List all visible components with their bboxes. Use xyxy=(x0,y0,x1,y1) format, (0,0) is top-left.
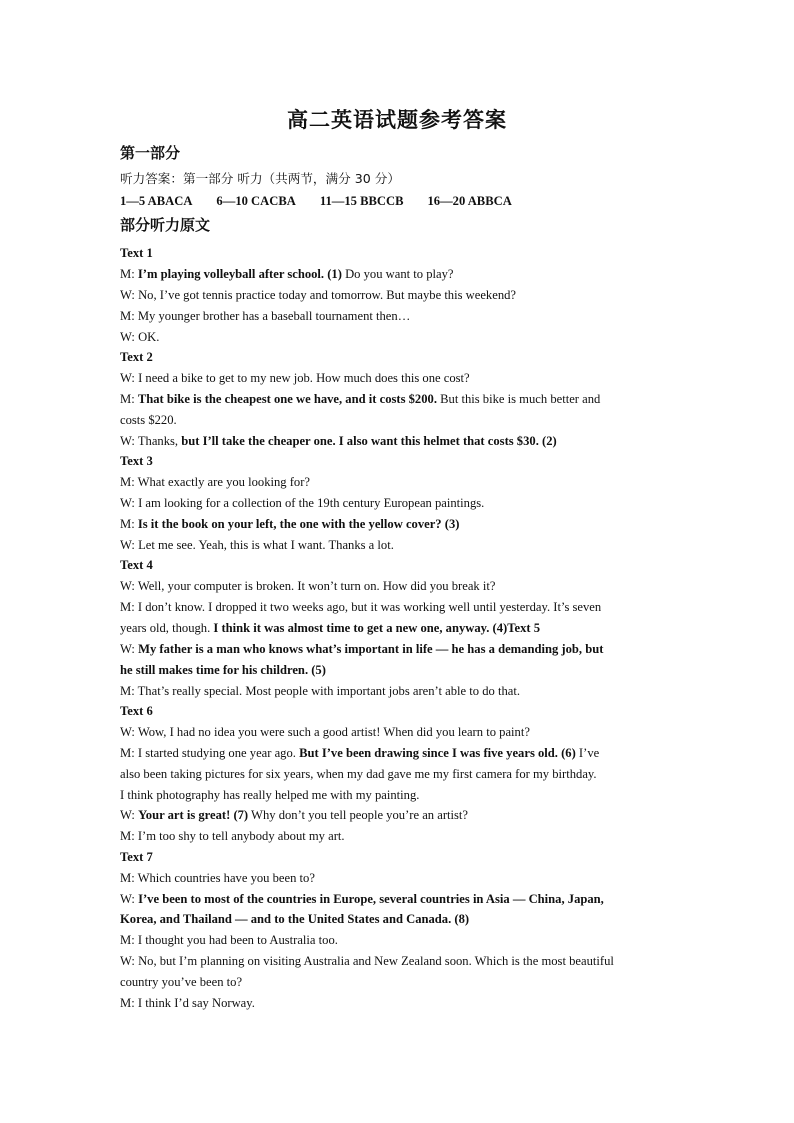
text-label: Text 2 xyxy=(120,350,153,364)
dialogue-line: M: Is it the book on your left, the one with the yellow cover? (3) xyxy=(120,517,460,531)
dialogue-line: M: That bike is the cheapest one we have, and it costs $200. But this bike is much better and xyxy=(120,392,601,406)
dialogue-line: W: I need a bike to get to my new job. How much does this one cost? xyxy=(120,371,470,385)
answer-group: 1—5 ABACA xyxy=(120,194,193,208)
dialogue-line: costs $220. xyxy=(120,413,177,427)
answer-group: 16—20 ABBCA xyxy=(427,194,512,208)
dialogue-line: also been taking pictures for six years, when my dad gave me my first camera for my birthday. xyxy=(120,767,597,781)
answer-highlight: I’ve been to most of the countries in Europe, several countries in Asia — China, Japan, xyxy=(138,892,604,906)
dialogue-line: he still makes time for his children. (5) xyxy=(120,663,326,677)
section-heading-transcript: 部分听力原文 xyxy=(120,216,211,234)
dialogue-line: W: I am looking for a collection of the 19th century European paintings. xyxy=(120,496,485,510)
listening-answers-heading: 听力答案：第一部分 听力（共两节，满分 30 分） xyxy=(120,171,400,186)
dialogue-line: W: OK. xyxy=(120,330,160,344)
dialogue-line: M: I think I’d say Norway. xyxy=(120,996,255,1010)
dialogue-line: W: My father is a man who knows what’s important in life — he has a demanding job, but xyxy=(120,642,604,656)
answer-highlight: That bike is the cheapest one we have, and it costs $200. xyxy=(137,392,437,406)
dialogue-line: M: What exactly are you looking for? xyxy=(120,475,311,489)
page-title: 高二英语试题参考答案 xyxy=(287,107,507,132)
answer-group: 11—15 BBCCB xyxy=(319,194,404,208)
dialogue-line: M: I started studying one year ago. But I’ve been drawing since I was five years old. (6) I’ve xyxy=(120,746,600,760)
dialogue-line: Korea, and Thailand — and to the United States and Canada. (8) xyxy=(120,912,470,926)
answer-highlight: Your art is great! (7) xyxy=(138,808,249,822)
dialogue-line: I think photography has really helped me with my painting. xyxy=(120,788,420,802)
dialogue-line: M: I don’t know. I dropped it two weeks ago, but it was working well until yesterday. It’s seven xyxy=(120,600,602,614)
dialogue-line: W: Your art is great! (7) Why don’t you tell people you’re an artist? xyxy=(120,808,469,822)
answer-highlight: My father is a man who knows what’s important in life — he has a demanding job, but xyxy=(138,642,604,656)
text-label: Text 3 xyxy=(120,454,153,468)
dialogue-line: M: That’s really special. Most people with important jobs aren’t able to do that. xyxy=(120,684,521,698)
dialogue-line: country you’ve been to? xyxy=(120,975,243,989)
answer-highlight: but I’ll take the cheaper one. I also want this helmet that costs $30. (2) xyxy=(181,434,557,448)
answer-highlight: I’m playing volleyball after school. (1) xyxy=(137,267,342,281)
text-label: Text 1 xyxy=(120,246,153,260)
dialogue-line: W: No, but I’m planning on visiting Australia and New Zealand soon. Which is the most beautiful xyxy=(120,954,614,968)
dialogue-line: W: Well, your computer is broken. It won’t turn on. How did you break it? xyxy=(120,579,496,593)
dialogue-line: years old, though. I think it was almost time to get a new one, anyway. (4)Text 5 xyxy=(120,621,541,635)
dialogue-line: M: Which countries have you been to? xyxy=(120,871,315,885)
answer-highlight: But I’ve been drawing since I was five years old. (6) xyxy=(299,746,576,760)
answer-highlight: Is it the book on your left, the one with the yellow cover? (3) xyxy=(137,517,460,531)
dialogue-line: M: My younger brother has a baseball tournament then… xyxy=(120,309,411,323)
dialogue-line: W: I’ve been to most of the countries in Europe, several countries in Asia — China, Japan, xyxy=(120,892,604,906)
text-label: Text 7 xyxy=(120,850,153,864)
dialogue-line: W: No, I’ve got tennis practice today and tomorrow. But maybe this weekend? xyxy=(120,288,517,302)
dialogue-line: W: Thanks, but I’ll take the cheaper one. I also want this helmet that costs $30. (2) xyxy=(120,434,557,448)
dialogue-line: W: Wow, I had no idea you were such a good artist! When did you learn to paint? xyxy=(120,725,530,739)
answer-row xyxy=(120,192,660,210)
dialogue-line: W: Let me see. Yeah, this is what I want. Thanks a lot. xyxy=(120,538,394,552)
dialogue-line: M: I’m too shy to tell anybody about my art. xyxy=(120,829,345,843)
answer-highlight: I think it was almost time to get a new one, anyway. (4)Text 5 xyxy=(213,621,541,635)
dialogue-line: M: I thought you had been to Australia too. xyxy=(120,933,338,947)
section-heading-part1: 第一部分 xyxy=(120,144,181,162)
text-label: Text 4 xyxy=(120,558,153,572)
text-label: Text 6 xyxy=(120,704,153,718)
answer-group: 6—10 CACBA xyxy=(216,194,296,208)
dialogue-line: M: I’m playing volleyball after school. (1) Do you want to play? xyxy=(120,267,454,281)
